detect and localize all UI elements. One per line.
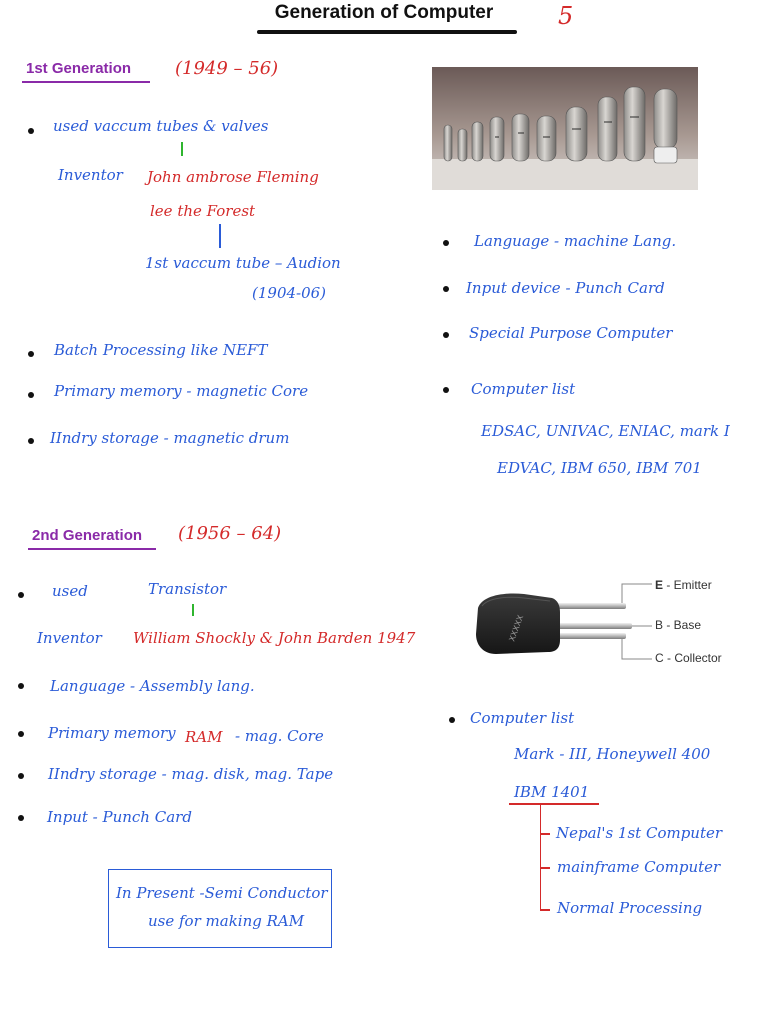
note-line-1: In Present -Semi Conductor [116, 884, 328, 902]
ibm-tree-line [540, 804, 541, 910]
gen2-used-value: Transistor [148, 580, 227, 598]
transistor-label-emitter: E - Emitter [655, 578, 712, 592]
transistor-chip-marking: XXXXX [507, 613, 526, 643]
connector-line [181, 142, 183, 156]
note-line-2: use for making RAM [148, 912, 305, 930]
gen2-used-label: used [52, 582, 88, 600]
gen1-batch: Batch Processing like NEFT [54, 341, 268, 359]
connector-line [219, 224, 221, 248]
emitter-label-text: - Emitter [663, 578, 712, 592]
gen1-years: (1949 – 56) [175, 58, 279, 79]
page-number: 5 [558, 2, 574, 30]
transistor-label-collector: C - Collector [655, 651, 722, 665]
gen2-input: Input - Punch Card [47, 808, 192, 826]
gen2-ibm-note-1: Nepal's 1st Computer [556, 824, 723, 842]
gen1-inventor-2: lee the Forest [150, 202, 256, 220]
bullet [18, 731, 24, 737]
gen1-inventor-label: Inventor [58, 166, 123, 184]
gen1-computer-list-line1: EDSAC, UNIVAC, ENIAC, mark I [481, 422, 730, 440]
page-title: Generation of Computer [274, 2, 494, 23]
gen2-primary-memory-ram: RAM [185, 728, 223, 746]
gen1-special-purpose: Special Purpose Computer [469, 324, 673, 342]
bullet [28, 438, 34, 444]
bullet [443, 387, 449, 393]
gen2-computer-list-label: Computer list [470, 709, 575, 727]
bullet [449, 717, 455, 723]
ibm-tree-branch [540, 833, 550, 835]
transistor-label-base: B - Base [655, 618, 702, 632]
gen2-heading: 2nd Generation [32, 527, 143, 544]
gen1-computer-list-label: Computer list [471, 380, 576, 398]
gen2-heading-underline [28, 548, 156, 550]
note-box [108, 869, 332, 948]
gen2-computer-list-line1: Mark - III, Honeywell 400 [514, 745, 711, 763]
ibm-underline [509, 803, 599, 805]
bullet [443, 332, 449, 338]
gen1-primary-memory: Primary memory - magnetic Core [54, 382, 309, 400]
connector-line [192, 604, 194, 616]
gen2-years: (1956 – 64) [178, 523, 282, 544]
gen2-ibm-note-3: Normal Processing [557, 899, 703, 917]
bullet [443, 240, 449, 246]
gen2-inventor-label: Inventor [37, 629, 102, 647]
gen1-heading-underline [22, 81, 150, 83]
gen2-ibm-note-2: mainframe Computer [557, 858, 721, 876]
gen1-heading: 1st Generation [26, 60, 132, 77]
gen1-first-tube: 1st vaccum tube – Audion [145, 254, 341, 272]
gen1-used: used vaccum tubes & valves [53, 117, 269, 135]
gen2-secondary-storage: IIndry storage - mag. disk, mag. Tape [48, 765, 334, 783]
gen1-computer-list-line2: EDVAC, IBM 650, IBM 701 [497, 459, 702, 477]
gen1-secondary-storage: IIndry storage - magnetic drum [50, 429, 290, 447]
bullet [18, 773, 24, 779]
gen2-primary-memory-label: Primary memory [48, 724, 176, 742]
gen1-first-tube-years: (1904-06) [252, 284, 327, 302]
ibm-tree-branch [540, 867, 550, 869]
gen1-inventor-1: John ambrose Fleming [147, 168, 319, 186]
gen1-input-device: Input device - Punch Card [466, 279, 665, 297]
gen2-language: Language - Assembly lang. [50, 677, 255, 695]
bullet [18, 815, 24, 821]
bullet [18, 683, 24, 689]
bullet [28, 392, 34, 398]
gen1-language: Language - machine Lang. [474, 232, 677, 250]
ibm-tree-branch [540, 909, 550, 911]
title-underline [257, 30, 517, 34]
vacuum-tubes-image [432, 67, 698, 190]
bullet [28, 351, 34, 357]
bullet [18, 592, 24, 598]
bullet [28, 128, 34, 134]
bullet [443, 286, 449, 292]
gen2-primary-memory-core: - mag. Core [235, 727, 324, 745]
gen2-ibm: IBM 1401 [514, 783, 590, 801]
gen2-inventor-value: William Shockly & John Barden 1947 [133, 629, 416, 647]
